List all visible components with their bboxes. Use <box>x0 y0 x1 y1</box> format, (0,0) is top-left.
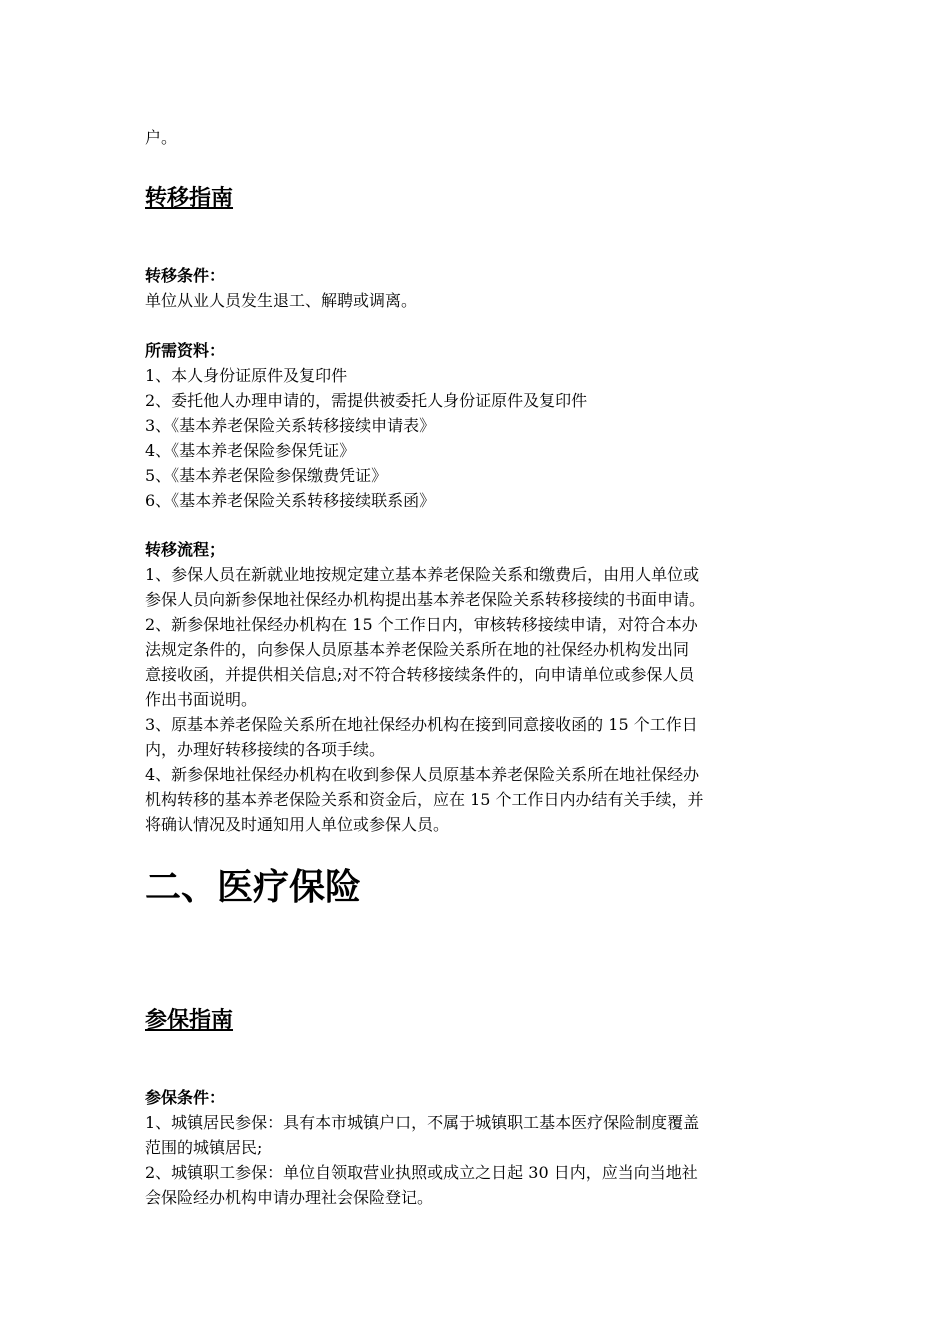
process-step: 2、新参保地社保经办机构在 15 个工作日内，审核转移接续申请，对符合本办 法规定条件的，向参保人员原基本养老保险关系所在地的社保经办机构发出同 意接收函，并提供相关信息;对不符合转移接续条件的，向申请单位或参保人员 作出书面说明。 <box>145 615 698 709</box>
list-item: 3、《基本养老保险关系转移接续申请表》 <box>145 416 436 435</box>
transfer-conditions-text: 单位从业人员发生退工、解聘或调离。 <box>145 291 418 310</box>
process-step: 1、参保人员在新就业地按规定建立基本养老保险关系和缴费后，由用人单位或 参保人员向新参保地社保经办机构提出基本养老保险关系转移接续的书面申请。 <box>145 565 706 609</box>
list-item: 5、《基本养老保险参保缴费凭证》 <box>145 466 388 485</box>
section-title: 二、医疗保险 <box>145 867 362 908</box>
list-item: 1、城镇居民参保：具有本市城镇户口，不属于城镇职工基本医疗保险制度覆盖 范围的城镇居民; <box>145 1113 700 1157</box>
process-step: 3、原基本养老保险关系所在地社保经办机构在接到同意接收函的 15 个工作日 内，办理好转移接续的各项手续。 <box>145 715 698 759</box>
enroll-guide-heading: 参保指南 <box>145 1008 234 1033</box>
list-item: 1、本人身份证原件及复印件 <box>145 366 348 385</box>
enroll-conditions-list <box>145 1110 699 1210</box>
materials-list <box>145 363 587 513</box>
transfer-guide-heading: 转移指南 <box>145 186 234 211</box>
process-list <box>145 562 705 837</box>
list-item: 2、委托他人办理申请的，需提供被委托人身份证原件及复印件 <box>145 391 588 410</box>
process-label: 转移流程； <box>145 540 226 559</box>
list-item: 2、城镇职工参保：单位自领取营业执照或成立之日起 30 日内，应当向当地社 会保险经办机构申请办理社会保险登记。 <box>145 1163 698 1207</box>
transfer-conditions-label: 转移条件： <box>145 266 226 285</box>
continued-text: 户。 <box>145 128 178 147</box>
process-step: 4、新参保地社保经办机构在收到参保人员原基本养老保险关系所在地社保经办 机构转移的基本养老保险关系和资金后，应在 15 个工作日内办结有关手续，并 将确认情况及时通知用人单位或参保人员。 <box>145 765 704 834</box>
materials-label: 所需资料： <box>145 341 226 360</box>
list-item: 6、《基本养老保险关系转移接续联系函》 <box>145 491 436 510</box>
list-item: 4、《基本养老保险参保凭证》 <box>145 441 356 460</box>
enroll-conditions-label: 参保条件： <box>145 1088 226 1107</box>
